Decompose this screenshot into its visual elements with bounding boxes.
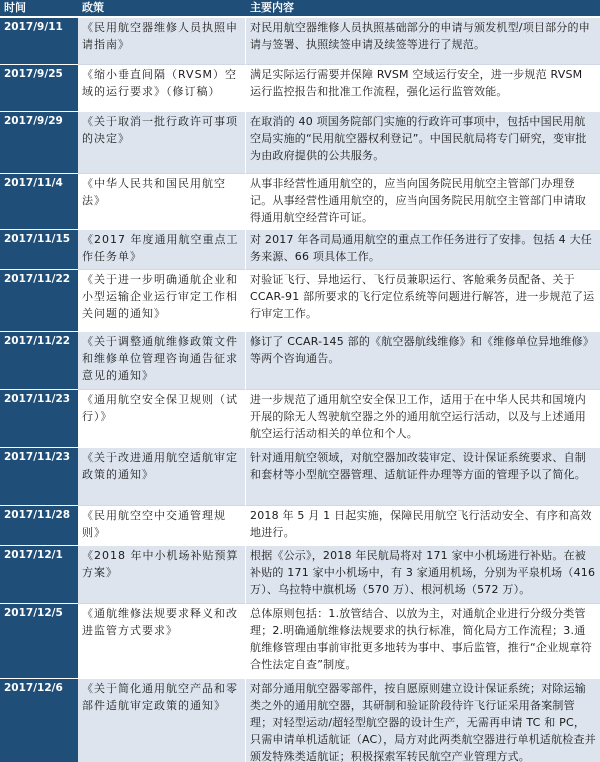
table-row <box>0 64 600 111</box>
row-date: 2017/11/23 <box>0 447 78 505</box>
row-content: 修订了 CCAR-145 部的《航空器航线维修》和《维修单位异地维修》等两个咨询通告。 <box>246 331 600 389</box>
header-content: 主要内容 <box>246 0 600 17</box>
row-policy: 《民用航空器维修人员执照申请指南》 <box>78 17 246 64</box>
row-content: 总体原则包括：1.放管结合、以放为主，对通航企业进行分级分类管理；2.明确通航维修法规要求的执行标准，简化局方工作流程；3.通航维修管理由事前审批更多地转为事中、事后监管，推行“企业规章符合性法定自查”制度。 <box>246 603 600 678</box>
row-date: 2017/12/1 <box>0 545 78 603</box>
table-body <box>0 17 600 762</box>
table-row <box>0 17 600 64</box>
row-date: 2017/11/15 <box>0 229 78 269</box>
row-date: 2017/9/29 <box>0 111 78 173</box>
table-row <box>0 545 600 603</box>
row-content: 对部分通用航空器零部件，按自愿原则建立设计保证系统；对除运输类之外的通用航空器，其研制和验证阶段待许飞行证采用备案制管理；对轻型运动/超轻型航空器的设计生产，无需再申请 TC 和 PC，只需申请单机适航证（AC），局方对此两类航空器进行单机适航检查并颁发特殊类适航证；积极探索军转民航空产业管理方式。 <box>246 678 600 762</box>
row-policy: 《通航维修法规要求释义和改进监管方式要求》 <box>78 603 246 678</box>
table-row <box>0 331 600 389</box>
row-date: 2017/12/5 <box>0 603 78 678</box>
row-content: 进一步规范了通用航空安全保卫工作，适用于在中华人民共和国境内开展的除无人驾驶航空器之外的通用航空运行活动，以及与上述通用航空运行活动相关的单位和个人。 <box>246 389 600 447</box>
row-content: 针对通用航空领域，对航空器加改装审定、设计保证系统要求、自制和套材等小型航空器管理、适航证件办理等方面的管理予以了简化。 <box>246 447 600 505</box>
row-date: 2017/11/4 <box>0 173 78 229</box>
row-content: 从事非经营性通用航空的，应当向国务院民用航空主管部门办理登记。从事经营性通用航空的，应当向国务院民用航空主管部门申请取得通用航空经营许可证。 <box>246 173 600 229</box>
table-row <box>0 678 600 762</box>
table-row <box>0 505 600 545</box>
row-date: 2017/12/6 <box>0 678 78 762</box>
row-policy: 《2017 年度通用航空重点工作任务单》 <box>78 229 246 269</box>
row-policy: 《缩小垂直间隔（RVSM）空域的运行要求》（修订稿） <box>78 64 246 111</box>
row-policy: 《关于进一步明确通航企业和小型运输企业运行审定工作相关问题的通知》 <box>78 269 246 331</box>
row-policy: 《中华人民共和国民用航空法》 <box>78 173 246 229</box>
table-row <box>0 603 600 678</box>
row-date: 2017/9/11 <box>0 17 78 64</box>
table-row <box>0 173 600 229</box>
row-date: 2017/11/23 <box>0 389 78 447</box>
row-policy: 《关于简化通用航空产品和零部件适航审定政策的通知》 <box>78 678 246 762</box>
row-policy: 《关于取消一批行政许可事项的决定》 <box>78 111 246 173</box>
row-policy: 《关于改进通用航空适航审定政策的通知》 <box>78 447 246 505</box>
row-content: 根据《公示》，2018 年民航局将对 171 家中小机场进行补贴。在被补贴的 171 家中小机场中，有 3 家通用机场，分别为平泉机场（416 万）、乌拉特中旗机场（570 万）、根河机场（572 万）。 <box>246 545 600 603</box>
row-policy: 《2018 年中小机场补贴预算方案》 <box>78 545 246 603</box>
header-date: 时间 <box>0 0 78 17</box>
row-date: 2017/11/22 <box>0 331 78 389</box>
row-date: 2017/9/25 <box>0 64 78 111</box>
table-row <box>0 269 600 331</box>
header-row <box>0 0 600 17</box>
row-date: 2017/11/28 <box>0 505 78 545</box>
row-policy: 《关于调整通航维修政策文件和维修单位管理咨询通告征求意见的通知》 <box>78 331 246 389</box>
header-policy: 政策 <box>78 0 246 17</box>
row-policy: 《通用航空安全保卫规则（试行）》 <box>78 389 246 447</box>
row-content: 满足实际运行需要并保障 RVSM 空域运行安全，进一步规范 RVSM 运行监控报告和批准工作流程，强化运行监管效能。 <box>246 64 600 111</box>
row-content: 对民用航空器维修人员执照基础部分的申请与颁发机型/项目部分的申请与签署、执照续签申请及续签等进行了规范。 <box>246 17 600 64</box>
table-row <box>0 111 600 173</box>
row-content: 2018 年 5 月 1 日起实施，保障民用航空飞行活动安全、有序和高效地进行。 <box>246 505 600 545</box>
row-content: 对 2017 年各司局通用航空的重点工作任务进行了安排。包括 4 大任务来源、66 项具体工作。 <box>246 229 600 269</box>
row-date: 2017/11/22 <box>0 269 78 331</box>
table-header <box>0 0 600 17</box>
row-policy: 《民用航空空中交通管理规则》 <box>78 505 246 545</box>
table-row <box>0 389 600 447</box>
row-content: 在取消的 40 项国务院部门实施的行政许可事项中，包括中国民用航空局实施的“民用航空器权利登记”。中国民航局将专门研究，变审批为由政府提供的公共服务。 <box>246 111 600 173</box>
table-row <box>0 447 600 505</box>
row-content: 对验证飞行、异地运行、飞行员兼职运行、客舱乘务员配备、关于 CCAR-91 部所要求的飞行定位系统等问题进行解答，进一步规范了运行审定工作。 <box>246 269 600 331</box>
table-row <box>0 229 600 269</box>
